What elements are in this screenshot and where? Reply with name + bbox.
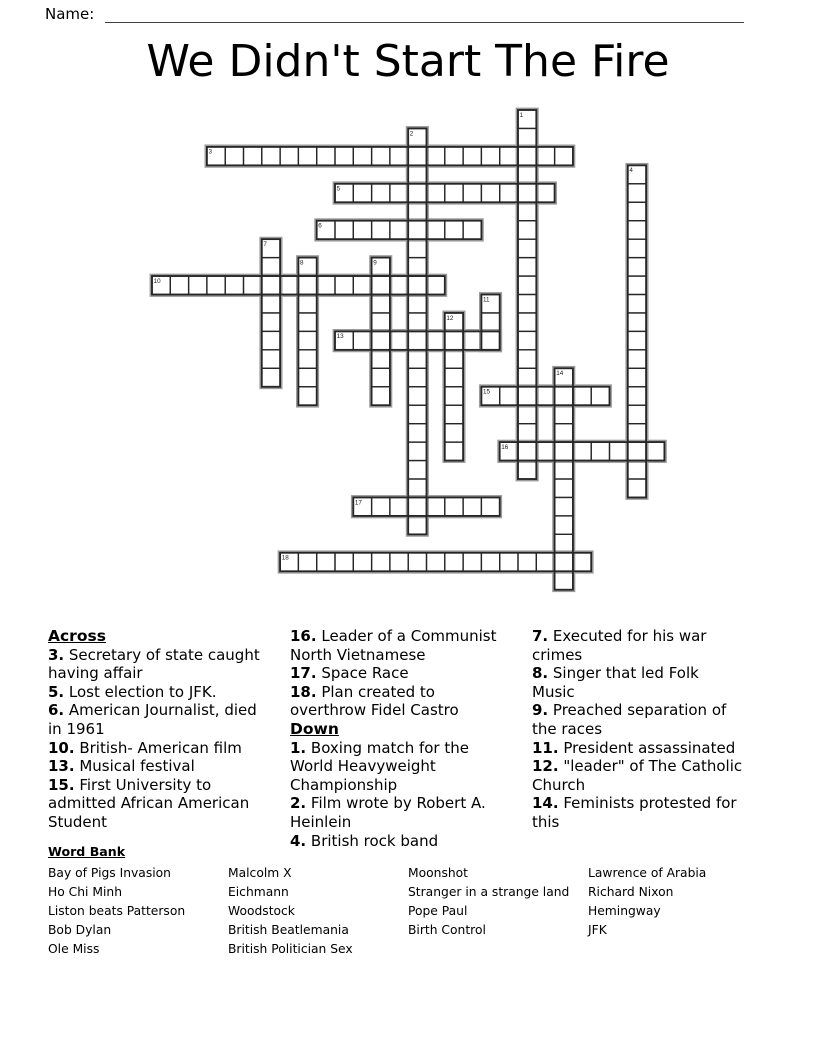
cell-number: 15 [483, 388, 491, 396]
word-6-across-fill [317, 221, 482, 239]
word-bank-item: Lawrence of Arabia [588, 866, 707, 880]
clue-number: 6. [48, 701, 65, 720]
down-heading: Down [290, 719, 339, 738]
word-bank-item: British Beatlemania [228, 923, 349, 937]
down-clues-list [290, 739, 510, 851]
word-15-across-fill [481, 387, 609, 405]
across-clues-list-continued [290, 627, 510, 720]
word-bank-item: Ho Chi Minh [48, 885, 122, 899]
clue-across-10: 10. British- American film [48, 738, 242, 757]
word-bank-item: Birth Control [408, 923, 486, 937]
cell-number: 12 [446, 314, 454, 322]
clue-number: 5. [48, 682, 65, 701]
word-bank-item: Ole Miss [48, 942, 100, 956]
word-bank-column-4 [588, 864, 768, 940]
cell-number: 14 [556, 370, 564, 378]
name-row [45, 4, 94, 24]
clue-number: 17. [290, 664, 317, 683]
clue-number: 10. [48, 738, 75, 757]
cell-number: 1 [519, 111, 524, 119]
crossword-grid [149, 107, 668, 597]
clue-number: 7. [532, 627, 549, 645]
clue-number: 16. [290, 627, 317, 645]
cell-number: 11 [483, 296, 490, 304]
clue-down-4: 4. British rock band [290, 831, 439, 850]
clue-down-12: 12. "leader" of The Catholic Church [532, 757, 743, 794]
clue-number: 1. [290, 738, 307, 757]
clue-number: 12. [532, 757, 559, 776]
clue-number: 14. [532, 794, 559, 813]
down-clues-list-continued [532, 627, 744, 832]
word-bank-item: Liston beats Patterson [48, 904, 186, 918]
clue-down-14: 14. Feminists protested for this [532, 794, 737, 831]
clue-across-15: 15. First University to admitted African American Student [48, 775, 250, 831]
cell-number: 4 [629, 167, 633, 175]
cell-number: 18 [281, 554, 289, 562]
cell-number: 3 [208, 148, 213, 156]
word-bank-item: Woodstock [228, 904, 295, 918]
clue-number: 13. [48, 757, 75, 776]
word-bank-column-3 [408, 864, 588, 940]
clues-column-2 [290, 627, 510, 850]
clue-across-3: 3. Secretary of state caught having affair [48, 645, 260, 683]
word-bank-item: Eichmann [228, 885, 289, 899]
word-16-across-fill [500, 442, 665, 460]
clue-across-13: 13. Musical festival [48, 757, 195, 776]
clue-number: 15. [48, 775, 75, 794]
cell-number: 16 [501, 443, 509, 451]
cell-number: 7 [263, 240, 267, 248]
word-bank-item: Moonshot [408, 866, 468, 880]
word-bank-item: Pope Paul [408, 904, 468, 918]
clue-down-2: 2. Film wrote by Robert A. Heinlein [290, 794, 486, 831]
cell-number: 17 [354, 499, 362, 507]
clue-across-6: 6. American Journalist, died in 1961 [48, 701, 257, 738]
clue-number: 4. [290, 831, 307, 850]
clue-number: 3. [48, 645, 65, 664]
clue-down-8: 8. Singer that led Folk Music [532, 664, 699, 701]
word-bank-item: Hemingway [588, 904, 661, 918]
word-bank-item: Malcolm X [228, 866, 292, 880]
cell-number: 13 [336, 333, 344, 341]
page-title: We Didn't Start The Fire [146, 36, 670, 87]
cell-number: 2 [409, 130, 414, 138]
cell-number: 9 [373, 259, 377, 267]
cell-number: 6 [318, 222, 322, 230]
word-bank-item: British Politician Sex [228, 942, 353, 956]
clue-down-7: 7. Executed for his war crimes [532, 627, 707, 664]
clue-down-9: 9. Preached separation of the races [532, 701, 727, 738]
clue-number: 8. [532, 664, 549, 683]
across-clues-list [48, 646, 267, 832]
cell-number: 5 [336, 185, 341, 193]
clue-number: 11. [532, 738, 559, 757]
clue-number: 2. [290, 794, 307, 813]
across-heading: Across [48, 627, 106, 645]
word-13-across-fill [335, 331, 500, 349]
word-bank-column-1 [48, 864, 228, 959]
clue-across-17: 17. Space Race [290, 664, 409, 683]
word-bank-item: Bay of Pigs Invasion [48, 866, 171, 880]
word-bank-item: Bob Dylan [48, 923, 112, 937]
word-bank-column-2 [228, 864, 408, 959]
clue-across-16: 16. Leader of a Communist North Vietnamese [290, 627, 497, 664]
name-fill-in-line [105, 2, 744, 23]
word-18-across-fill [280, 553, 591, 571]
word-bank-item: Richard Nixon [588, 885, 674, 899]
word-bank-heading: Word Bank [48, 844, 126, 859]
cell-number: 8 [300, 259, 304, 267]
word-bank-item: JFK [588, 923, 607, 937]
cell-number: 10 [153, 277, 161, 285]
name-label: Name: [45, 5, 95, 23]
clue-across-5: 5. Lost election to JFK. [48, 682, 217, 701]
clues-column-1 [48, 627, 267, 832]
clues-column-3 [532, 627, 744, 832]
clue-down-1: 1. Boxing match for the World Heavyweight Championship [290, 738, 469, 794]
clue-down-11: 11. President assassinated [532, 738, 736, 757]
word-bank-item: Stranger in a strange land [408, 885, 570, 899]
clue-across-18: 18. Plan created to overthrow Fidel Castro [290, 682, 459, 720]
clue-number: 9. [532, 701, 549, 720]
clue-number: 18. [290, 682, 317, 701]
